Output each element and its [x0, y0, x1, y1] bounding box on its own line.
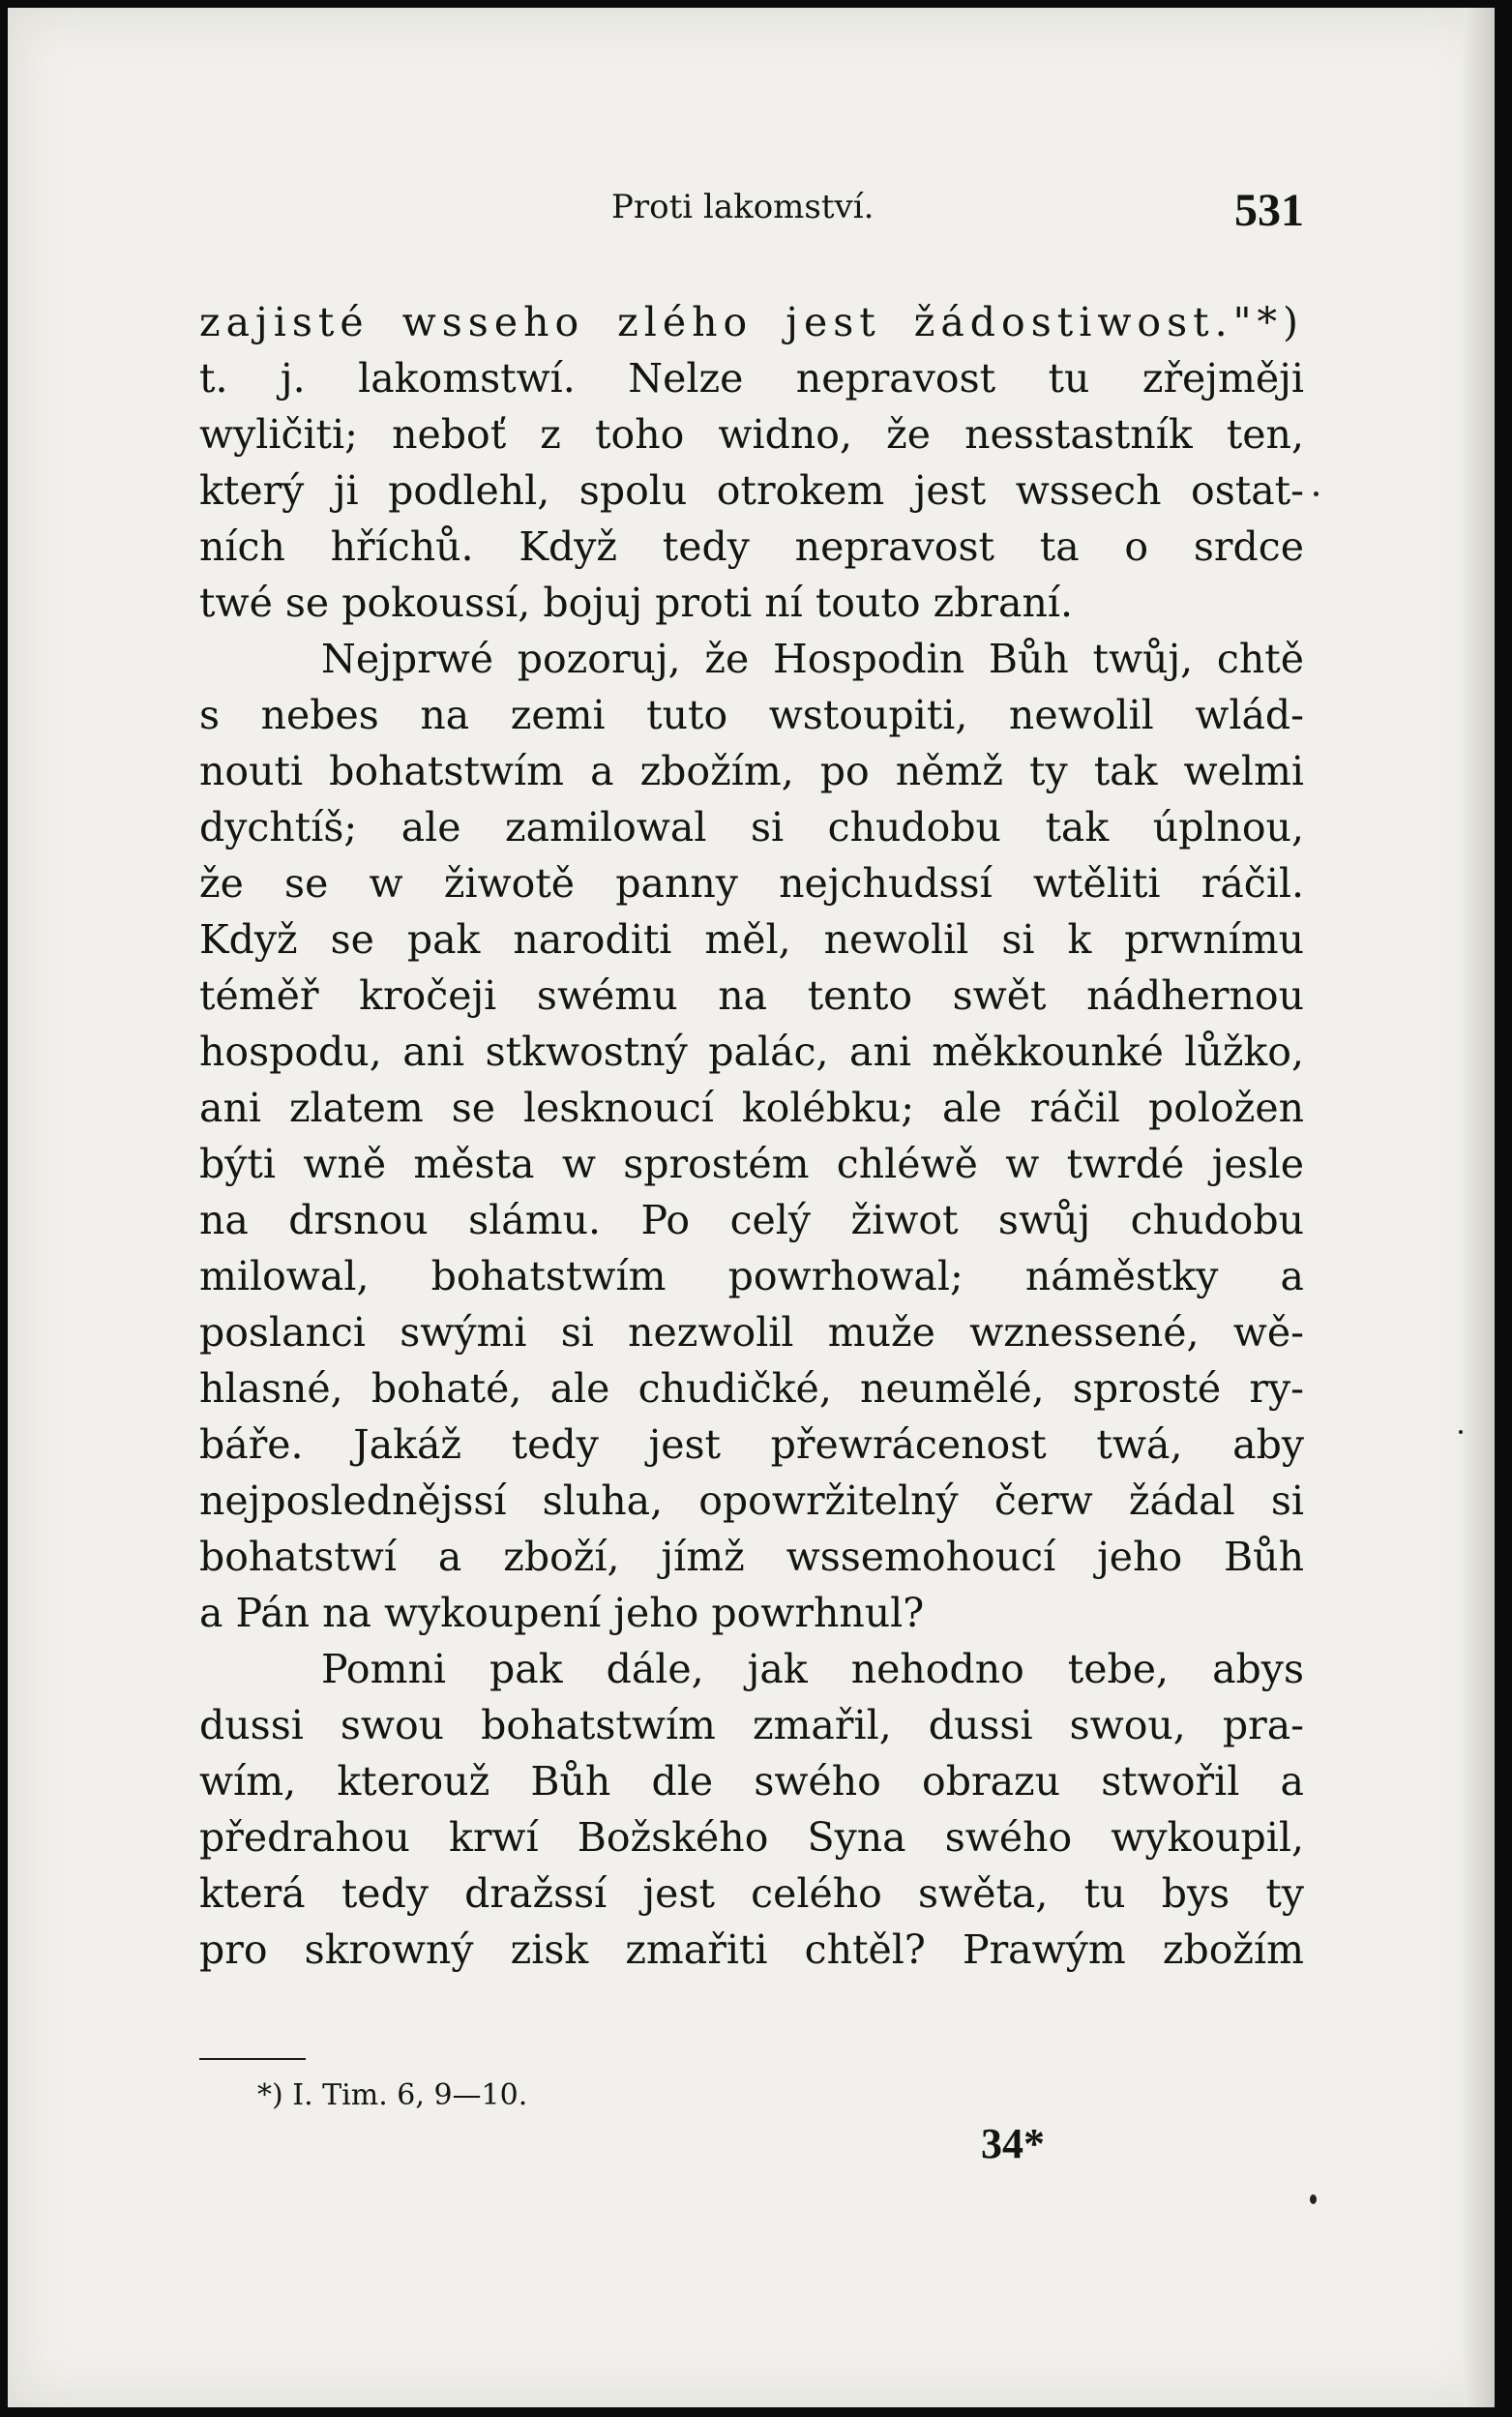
text-line: ani zlatem se lesknoucí kolébku; ale ráčil položen: [199, 1085, 1304, 1131]
signature-mark: 34*: [981, 2120, 1045, 2167]
running-head: Proti lakomství.: [611, 188, 875, 226]
text-line: která tedy dražssí jest celého swěta, tu bys ty: [199, 1870, 1304, 1917]
text-line: který ji podlehl, spolu otrokem jest wssech ostat-: [199, 467, 1304, 514]
text-line: zajisté wsseho zlého jest žádostiwost."*): [199, 299, 1304, 345]
body-text: [199, 294, 1304, 1978]
text-line: dussi swou bohatstwím zmařil, dussi swou, pra-: [199, 1702, 1304, 1748]
page-number: 531: [1234, 185, 1304, 236]
text-line: dychtíš; ale zamilowal si chudobu tak úplnou,: [199, 804, 1304, 850]
text-line: a Pán na wykoupení jeho powrhnul?: [199, 1590, 925, 1636]
text-line: téměř kročeji swému na tento swět nádhernou: [199, 972, 1304, 1019]
text-line: Když se pak naroditi měl, newolil si k prwnímu: [199, 916, 1304, 963]
ink-speck: [1314, 492, 1319, 496]
text-line: hospodu, ani stkwostný palác, ani měkkounké lůžko,: [199, 1029, 1304, 1075]
text-line: milowal, bohatstwím powrhowal; náměstky a: [199, 1253, 1304, 1299]
text-line: t. j. lakomstwí. Nelze nepravost tu zřejměji: [199, 355, 1304, 402]
text-line: býti wně města w sprostém chléwě w twrdé jesle: [199, 1141, 1304, 1187]
text-line: wím, kterouž Bůh dle swého obrazu stwořil a: [199, 1758, 1304, 1805]
page-header: [201, 185, 1304, 246]
text-line: na drsnou slámu. Po celý žiwot swůj chudobu: [199, 1197, 1304, 1243]
ink-speck: [1310, 2194, 1317, 2204]
page-edge: [1464, 8, 1495, 2407]
text-line: hlasné, bohaté, ale chudičké, neumělé, sprosté ry-: [199, 1365, 1304, 1412]
text-line: Pomni pak dále, jak nehodno tebe, abys: [321, 1646, 1304, 1692]
text-line: bohatstwí a zboží, jímž wssemohoucí jeho Bůh: [199, 1534, 1304, 1580]
text-line: ních hříchů. Když tedy nepravost ta o srdce: [199, 523, 1304, 570]
text-line: poslanci swými si nezwolil muže wznessené, wě-: [199, 1309, 1304, 1356]
ink-speck: [1459, 1430, 1463, 1434]
footnote-rule: [199, 2058, 306, 2060]
text-line: že se w žiwotě panny nejchudssí wtěliti ráčil.: [199, 860, 1304, 907]
text-line: s nebes na zemi tuto wstoupiti, newolil wlád-: [199, 692, 1304, 738]
text-line: pro skrowný zisk zmařiti chtěl? Prawým zbožím: [199, 1926, 1304, 1973]
text-line: předrahou krwí Božského Syna swého wykoupil,: [199, 1814, 1304, 1861]
text-line: twé se pokoussí, bojuj proti ní touto zbraní.: [199, 580, 1074, 626]
text-line: báře. Jakáž tedy jest přewrácenost twá, aby: [199, 1421, 1304, 1468]
text-line: nejposlednějssí sluha, opowržitelný čerw žádal si: [199, 1477, 1304, 1524]
footnote: *) I. Tim. 6, 9—10.: [257, 2078, 528, 2112]
text-line: wyličiti; neboť z toho widno, že nesstastník ten,: [199, 411, 1304, 458]
text-line: nouti bohatstwím a zbožím, po němž ty tak welmi: [199, 748, 1304, 794]
book-page: [8, 8, 1495, 2407]
text-line: Nejprwé pozoruj, že Hospodin Bůh twůj, chtě: [321, 636, 1304, 682]
